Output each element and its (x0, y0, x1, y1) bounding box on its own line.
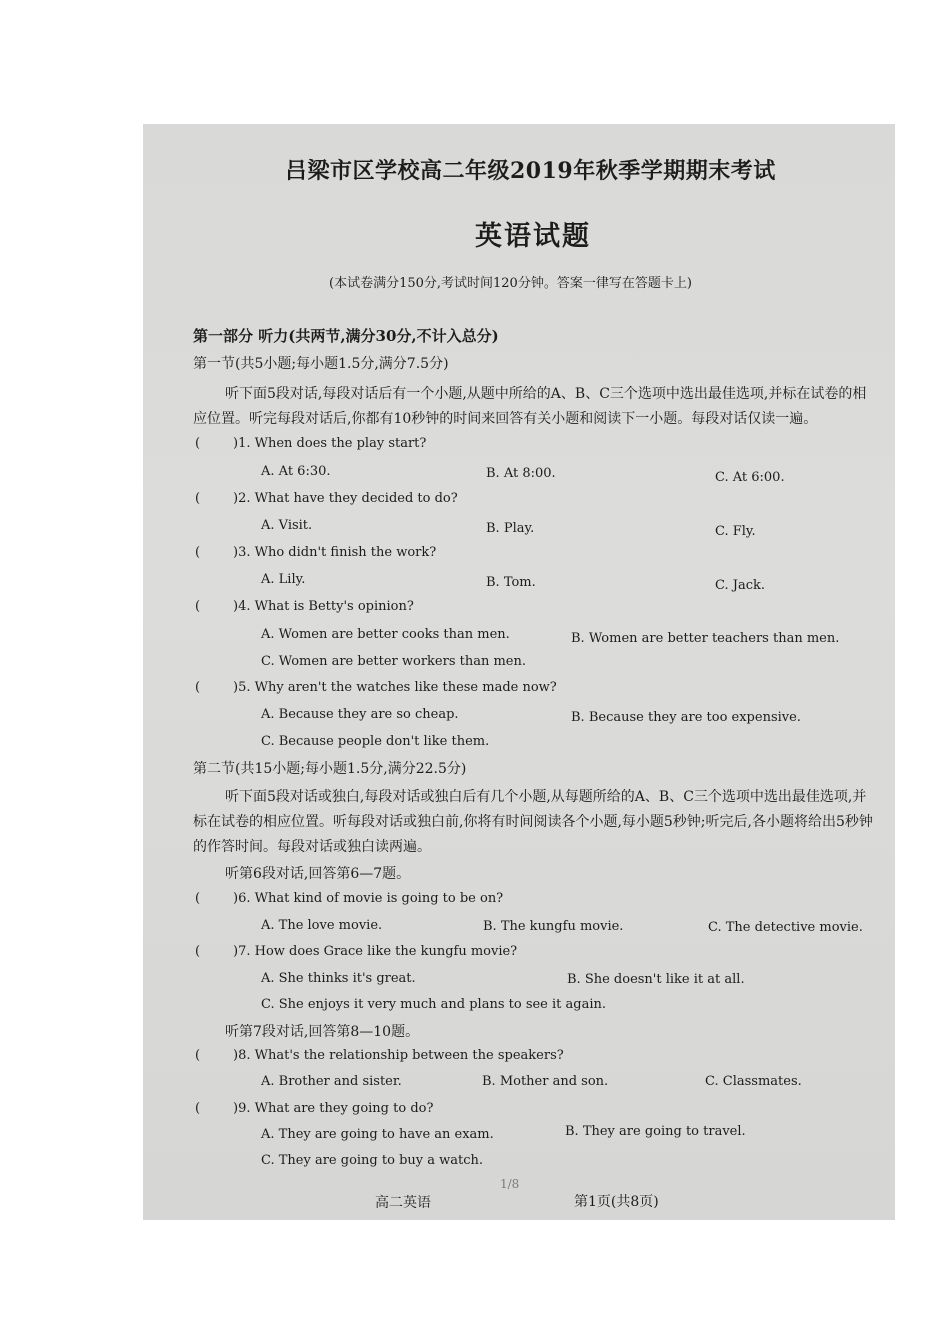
q1-option-a: A. At 6:30. (261, 464, 331, 479)
q3-option-a: A. Lily. (261, 572, 306, 587)
question-3: ( )3. Who didn't finish the work? (195, 545, 437, 560)
q6-option-a: A. The love movie. (261, 918, 383, 933)
q2-option-c: C. Fly. (715, 524, 756, 539)
q2-option-b: B. Play. (486, 521, 535, 536)
q2-option-a: A. Visit. (261, 518, 313, 533)
exam-page (143, 124, 895, 1220)
q7-option-c: C. She enjoys it very much and plans to see it again. (261, 997, 607, 1012)
part1-title: 第一部分 听力(共两节,满分30分,不计入总分) (193, 327, 499, 345)
q8-option-a: A. Brother and sister. (261, 1074, 402, 1089)
section2-instruction: 听下面5段对话或独白,每段对话或独白后有几个小题,从每题所给的A、B、C三个选项中选出最佳选项,并标在试卷的相应位置。听每段对话或独白前,你将有时间阅读各个小题,每小题5秒钟;听完后,各小题将给出5秒钟的作答时间。每段对话或独白读两遍。 (193, 789, 873, 855)
q9-option-b: B. They are going to travel. (565, 1124, 746, 1139)
q3-option-c: C. Jack. (715, 578, 766, 593)
q5-option-c: C. Because people don't like them. (261, 734, 490, 749)
q5-option-a: A. Because they are so cheap. (261, 707, 459, 722)
q9-option-a: A. They are going to have an exam. (261, 1127, 494, 1142)
footer-page-number: 第1页(共8页) (574, 1194, 659, 1210)
section1-title: 第一节(共5小题;每小题1.5分,满分7.5分) (193, 356, 449, 372)
q4-option-a: A. Women are better cooks than men. (261, 627, 510, 642)
q9-option-c: C. They are going to buy a watch. (261, 1153, 484, 1168)
q3-option-b: B. Tom. (486, 575, 536, 590)
page-marker: 1/8 (500, 1177, 520, 1191)
question-5: ( )5. Why aren't the watches like these made now? (195, 680, 557, 695)
q8-option-c: C. Classmates. (705, 1074, 802, 1089)
question-2: ( )2. What have they decided to do? (195, 491, 458, 506)
q5-option-b: B. Because they are too expensive. (571, 710, 801, 725)
question-9: ( )9. What are they going to do? (195, 1101, 434, 1116)
question-7: ( )7. How does Grace like the kungfu movie? (195, 944, 518, 959)
question-4: ( )4. What is Betty's opinion? (195, 599, 414, 614)
footer-subject: 高二英语 (375, 1195, 431, 1211)
exam-title: 吕梁市区学校高二年级2019年秋季学期期末考试 (285, 158, 776, 184)
q1-option-b: B. At 8:00. (486, 466, 556, 481)
q6-option-c: C. The detective movie. (708, 920, 863, 935)
dialog6-heading: 听第6段对话,回答第6—7题。 (225, 866, 411, 882)
question-8: ( )8. What's the relationship between the speakers? (195, 1048, 564, 1063)
exam-subtitle: 英语试题 (475, 221, 591, 252)
q6-option-b: B. The kungfu movie. (483, 919, 624, 934)
question-1: ( )1. When does the play start? (195, 436, 427, 451)
q7-option-a: A. She thinks it's great. (261, 971, 416, 986)
q4-option-c: C. Women are better workers than men. (261, 654, 527, 669)
exam-note: (本试卷满分150分,考试时间120分钟。答案一律写在答题卡上) (329, 276, 692, 291)
dialog7-heading: 听第7段对话,回答第8—10题。 (225, 1024, 420, 1040)
q7-option-b: B. She doesn't like it at all. (567, 972, 745, 987)
q4-option-b: B. Women are better teachers than men. (571, 631, 840, 646)
q1-option-c: C. At 6:00. (715, 470, 785, 485)
section1-instruction: 听下面5段对话,每段对话后有一个小题,从题中所给的A、B、C三个选项中选出最佳选项,并标在试卷的相应位置。听完每段对话后,你都有10秒钟的时间来回答有关小题和阅读下一小题。每段对话仅读一遍。 (193, 386, 867, 427)
section2-title: 第二节(共15小题;每小题1.5分,满分22.5分) (193, 761, 467, 777)
question-6: ( )6. What kind of movie is going to be on? (195, 891, 504, 906)
q8-option-b: B. Mother and son. (482, 1074, 609, 1089)
